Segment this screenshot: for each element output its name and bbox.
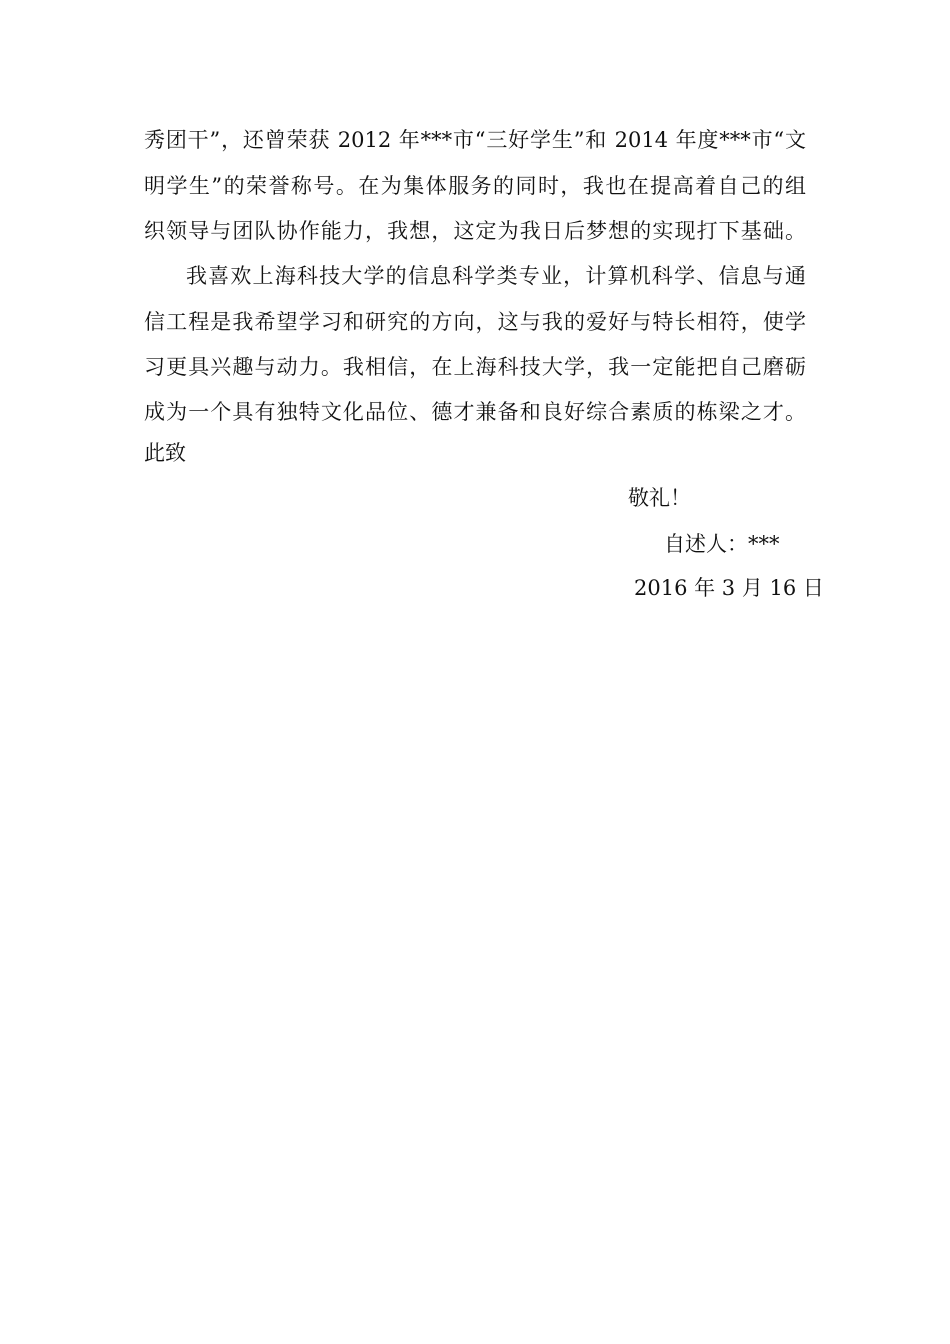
signature-text: 自述人：*** <box>664 532 780 556</box>
paragraph-line: 我喜欢上海科技大学的信息科学类专业，计算机科学、信息与通 <box>186 264 806 288</box>
salute-text: 敬礼！ <box>628 486 691 510</box>
paragraph-line: 信工程是我希望学习和研究的方向，这与我的爱好与特长相符，使学 <box>144 310 806 334</box>
date-text: 2016 年 3 月 16 日 <box>634 576 824 600</box>
paragraph-line: 成为一个具有独特文化品位、德才兼备和良好综合素质的栋梁之才。 <box>144 400 806 424</box>
paragraph-line: 织领导与团队协作能力，我想，这定为我日后梦想的实现打下基础。 <box>144 219 806 243</box>
paragraph-line: 秀团干”，还曾荣获 2012 年***市“三好学生”和 2014 年度***市“文 <box>144 128 806 152</box>
paragraph-line: 习更具兴趣与动力。我相信，在上海科技大学，我一定能把自己磨砺 <box>144 355 806 379</box>
closing-text: 此致 <box>144 441 186 465</box>
paragraph-line: 明学生”的荣誉称号。在为集体服务的同时，我也在提高着自己的组 <box>144 174 806 198</box>
